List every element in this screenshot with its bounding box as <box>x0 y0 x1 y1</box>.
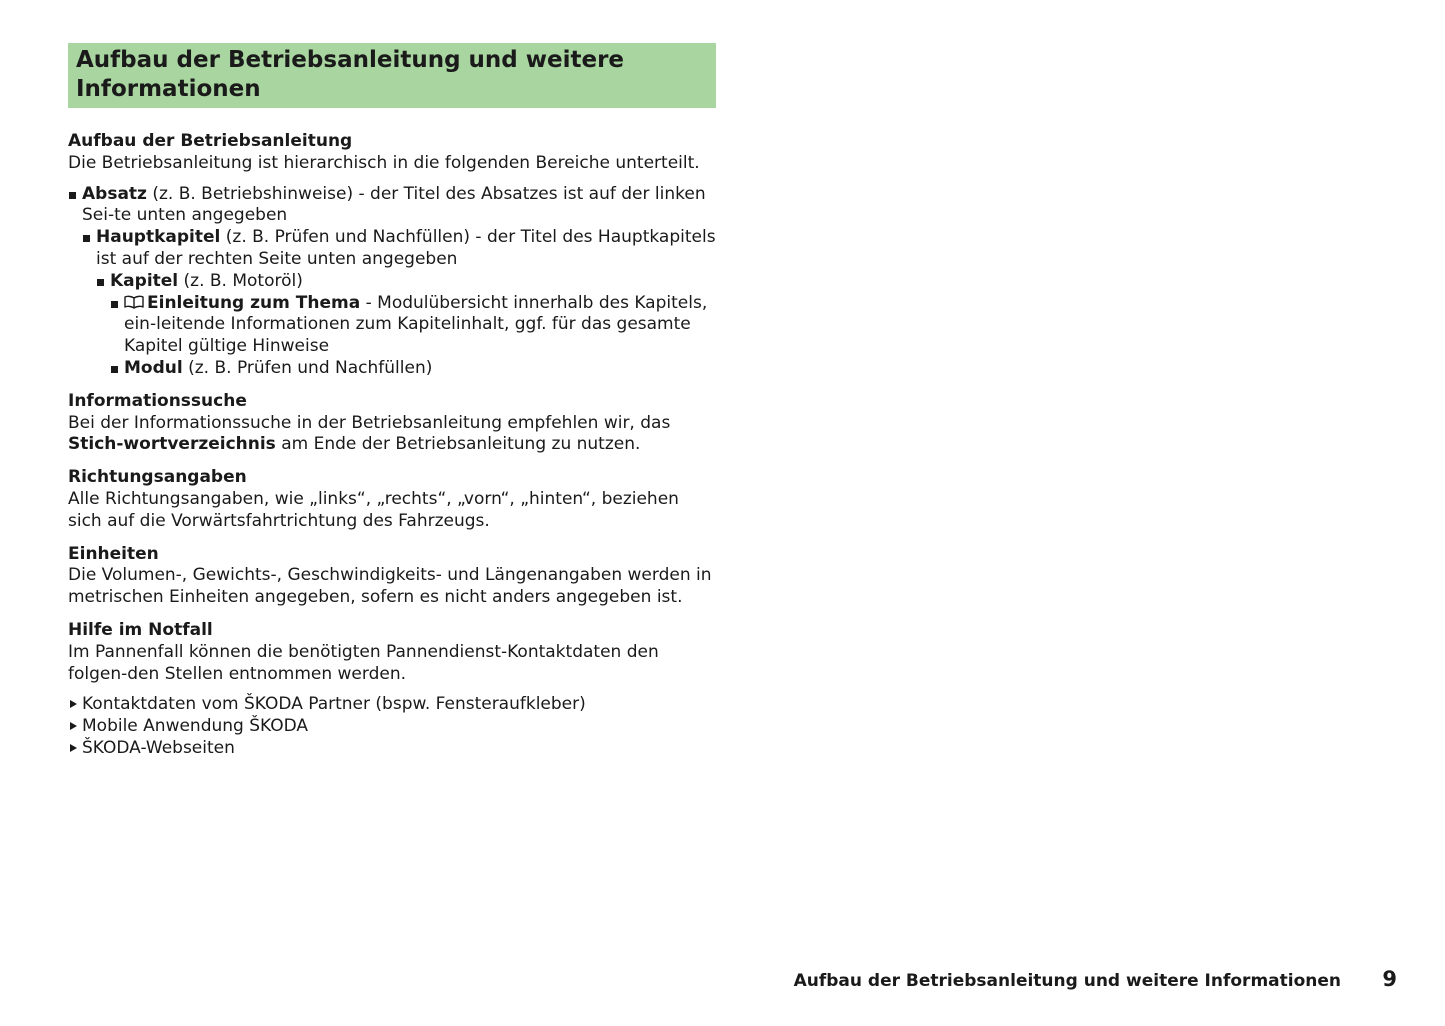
term: Modul <box>124 357 183 378</box>
term-desc: (z. B. Betriebshinweise) - der Titel des Absatzes ist auf der linken Sei-te unten angegeben <box>82 183 706 226</box>
section-text <box>68 413 716 457</box>
index-term: Stich-wortverzeichnis <box>68 434 276 455</box>
list-item-modul <box>110 358 716 380</box>
page-number: 9 <box>1382 967 1397 991</box>
section-heading: Hilfe im Notfall <box>68 619 213 640</box>
list-item-hauptkapitel <box>82 227 716 380</box>
term: Hauptkapitel <box>96 227 221 248</box>
section-text: Alle Richtungsangaben, wie „links“, „rechts“, „vorn“, „hinten“, beziehen sich auf die Vorwärtsfahrtrichtung des Fahrzeugs. <box>68 488 679 531</box>
text-part: am Ende der Betriebsanleitung zu nutzen. <box>275 434 641 455</box>
list-item-einleitung <box>110 293 716 358</box>
term-desc: (z. B. Prüfen und Nachfüllen) <box>182 357 433 378</box>
term-desc: (z. B. Prüfen und Nachfüllen) - der Titel des Hauptkapitels ist auf der rechten Seite unten angegeben <box>96 227 716 269</box>
hierarchy-sublist <box>96 271 716 380</box>
term-desc: - Modulübersicht innerhalb des Kapitels, ein-leitende Informationen zum Kapitelinhalt, ggf. für das gesamte Kapitel gültige Hinweise <box>124 292 708 357</box>
open-book-icon <box>124 294 144 308</box>
page-footer <box>0 968 1445 998</box>
term: Absatz <box>82 183 147 204</box>
section-emergency <box>68 620 716 760</box>
hierarchy-list <box>68 184 716 380</box>
term-desc: (z. B. Motoröl) <box>178 270 303 291</box>
section-units <box>68 544 716 609</box>
contact-list <box>68 694 716 759</box>
section-heading: Richtungsangaben <box>68 467 247 488</box>
section-directions <box>68 467 716 532</box>
section-text: Die Volumen-, Gewichts-, Geschwindigkeits- und Längenangaben werden in metrischen Einheiten angegeben, sofern es nicht anders angegeben ist. <box>68 565 712 608</box>
chapter-title: Aufbau der Betriebsanleitung und weitere Informationen <box>76 47 625 102</box>
section-text: Im Pannenfall können die benötigten Pannendienst-Kontaktdaten den folgen-den Stellen entnommen werden. <box>68 641 659 684</box>
section-heading: Aufbau der Betriebsanleitung <box>68 131 353 151</box>
section-text: Die Betriebsanleitung ist hierarchisch in die folgenden Bereiche unterteilt. <box>68 152 700 173</box>
hierarchy-sublist <box>82 227 716 380</box>
section-heading: Informationssuche <box>68 390 247 411</box>
main-column <box>68 43 716 760</box>
list-item: ŠKODA-Webseiten <box>68 738 716 760</box>
section-heading: Einheiten <box>68 543 159 564</box>
footer-chapter-title: Aufbau der Betriebsanleitung und weitere Informationen <box>793 971 1341 991</box>
list-item: Mobile Anwendung ŠKODA <box>68 716 716 738</box>
chapter-title-box <box>68 43 716 108</box>
list-item-kapitel <box>96 271 716 380</box>
hierarchy-sublist <box>110 293 716 380</box>
chapter-body <box>68 131 716 760</box>
list-item-absatz <box>68 184 716 380</box>
list-item: Kontaktdaten vom ŠKODA Partner (bspw. Fensteraufkleber) <box>68 694 716 716</box>
term: Einleitung zum Thema <box>147 292 361 313</box>
text-part: Bei der Informationssuche in der Betriebsanleitung empfehlen wir, das <box>68 412 671 433</box>
term: Kapitel <box>110 270 179 291</box>
section-structure <box>68 131 716 380</box>
section-search <box>68 391 716 456</box>
